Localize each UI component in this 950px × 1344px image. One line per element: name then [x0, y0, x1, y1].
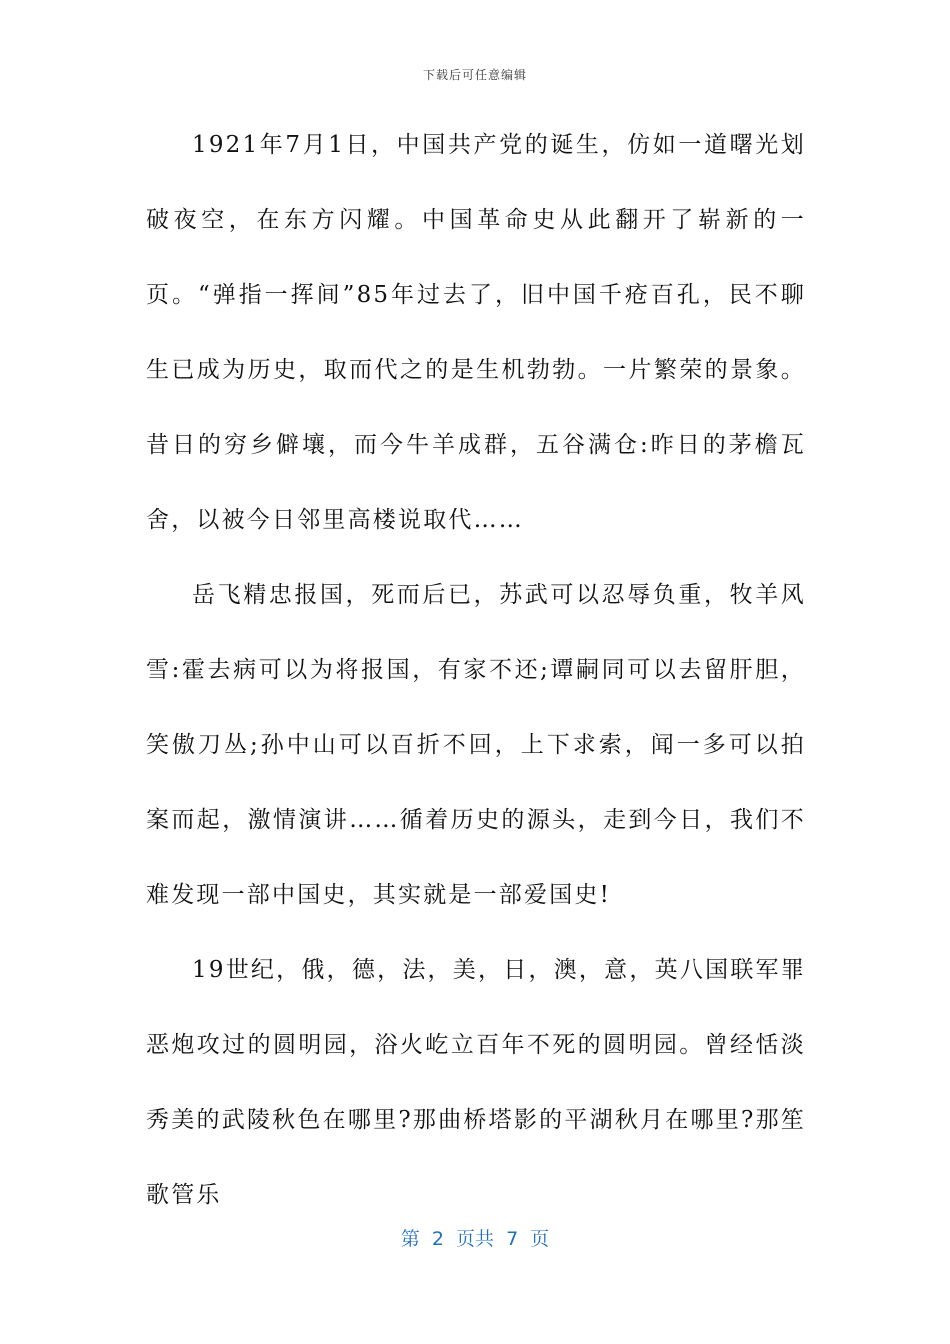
page-number-footer: 第 2 页共 7 页	[400, 1228, 550, 1250]
paragraph-3: 19世纪，俄，德，法，美，日，澳，意，英八国联军罪恶炮攻过的圆明园，浴火屹立百年不死的圆明园。曾经恬淡秀美的武陵秋色在哪里?那曲桥塔影的平湖秋月在哪里?那笙歌管乐	[146, 957, 806, 1208]
page-header-note: 下载后可任意编辑	[422, 68, 527, 82]
paragraph-1: 1921年7月1日，中国共产党的诞生，仿如一道曙光划破夜空，在东方闪耀。中国革命史从此翻开了崭新的一页。“弹指一挥间”85年过去了，旧中国千疮百孔，民不聊生已成为历史，取而代之的是生机勃勃。一片繁荣的景象。昔日的穷乡僻壤，而今牛羊成群，五谷满仓:昨日的茅檐瓦舍，以被今日邻里高楼说取代……	[146, 132, 806, 533]
paragraph-2: 岳飞精忠报国，死而后已，苏武可以忍辱负重，牧羊风雪:霍去病可以为将报国，有家不还;谭嗣同可以去留肝胆，笑傲刀丛;孙中山可以百折不回，上下求索，闻一多可以拍案而起，激情演讲……循着历史的源头，走到今日，我们不难发现一部中国史，其实就是一部爱国史!	[146, 582, 806, 908]
document-body	[146, 108, 806, 1233]
